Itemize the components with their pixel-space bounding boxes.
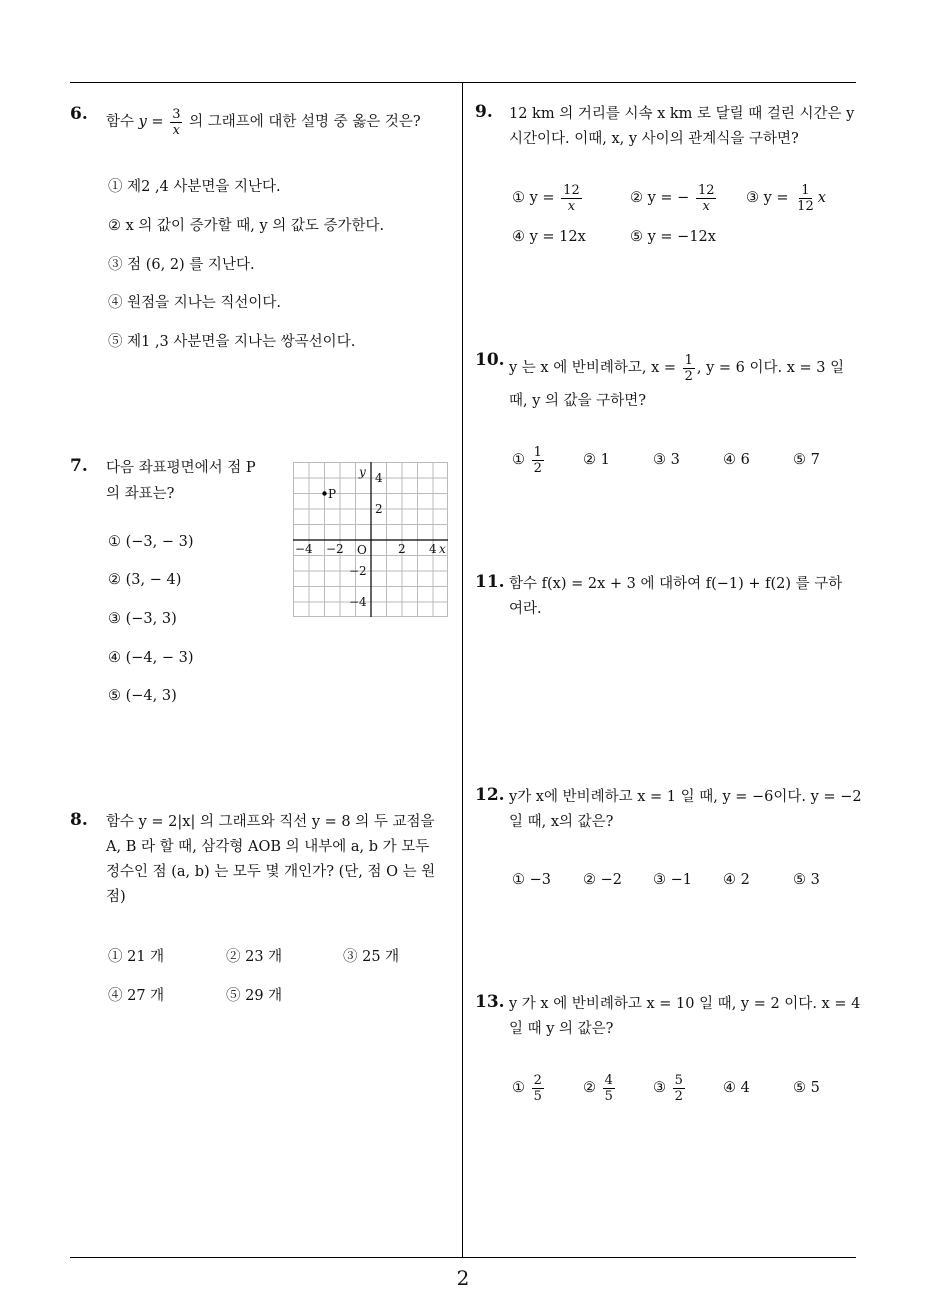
question-number: 13.	[475, 992, 505, 1012]
y-tick-label: −2	[349, 564, 367, 578]
y-tick-label: 2	[375, 502, 383, 516]
option-3[interactable]: ③ −1	[653, 872, 692, 888]
question-stem-line: 점)	[106, 889, 126, 905]
option-3[interactable]: ③ 점 (6, 2) 를 지난다.	[108, 257, 255, 273]
option-4[interactable]: ④ (−4, − 3)	[108, 650, 194, 666]
option-1[interactable]: ① 21 개	[108, 949, 165, 965]
question-number: 9.	[475, 102, 493, 122]
y-axis-label: y	[359, 465, 366, 479]
question-stem-line: 때, y 의 값을 구하면?	[509, 393, 647, 409]
option-5[interactable]: ⑤ 7	[793, 452, 820, 468]
option-2[interactable]: ② $\frac{4}{5}$	[583, 1072, 613, 1104]
option-3[interactable]: ③ y = $\frac{1}{12}$ x	[746, 182, 826, 214]
option-2[interactable]: ② 23 개	[226, 949, 283, 965]
y-tick-label: −4	[349, 595, 367, 609]
point-p	[322, 491, 326, 495]
option-3[interactable]: ③ $\frac{5}{2}$	[653, 1072, 683, 1104]
option-5[interactable]: ⑤ 제1 ,3 사분면을 지나는 쌍곡선이다.	[108, 334, 356, 350]
bottom-rule	[70, 1257, 856, 1258]
question-stem-line: 시간이다. 이때, x, y 사이의 관계식을 구하면?	[509, 131, 799, 147]
option-4[interactable]: ④ 2	[723, 872, 750, 888]
option-4[interactable]: ④ 원점을 지나는 직선이다.	[108, 295, 282, 311]
option-2[interactable]: ② x 의 값이 증가할 때, y 의 값도 증가한다.	[108, 218, 385, 234]
question-stem-line: y가 x에 반비례하고 x = 1 일 때, y = −6이다. y = −2	[509, 789, 862, 805]
option-1[interactable]: ① $\frac{2}{5}$	[512, 1072, 542, 1104]
option-5[interactable]: ⑤ 3	[793, 872, 820, 888]
question-stem-line: 정수인 점 (a, b) 는 모두 몇 개인가? (단, 점 O 는 원	[106, 864, 436, 880]
question-number: 6.	[70, 104, 88, 124]
x-tick-label: 4	[429, 542, 437, 556]
option-2[interactable]: ② (3, − 4)	[108, 572, 182, 588]
option-5[interactable]: ⑤ y = −12x	[630, 229, 716, 245]
question-number: 7.	[70, 456, 88, 476]
question-stem-line: 의 좌표는?	[106, 486, 175, 502]
question-stem-line: 다음 좌표평면에서 점 P	[106, 460, 256, 476]
point-p-label: P	[328, 487, 337, 501]
column-divider	[462, 82, 463, 1257]
option-3[interactable]: ③ (−3, 3)	[108, 611, 177, 627]
question-stem-line: y 는 x 에 반비례하고, x = $\frac{1}{2}$ , y = 6 이다. x = 3 일	[509, 352, 845, 384]
option-1[interactable]: ① (−3, − 3)	[108, 534, 194, 550]
question-stem-line: 일 때 y 의 값은?	[509, 1021, 614, 1037]
option-1[interactable]: ① −3	[512, 872, 551, 888]
x-tick-label: 2	[398, 542, 406, 556]
option-3[interactable]: ③ 25 개	[343, 949, 400, 965]
option-2[interactable]: ② −2	[583, 872, 622, 888]
option-1[interactable]: ① $\frac{1}{2}$	[512, 444, 542, 476]
page-number: 2	[456, 1266, 470, 1290]
top-rule	[70, 82, 856, 83]
option-4[interactable]: ④ 4	[723, 1080, 750, 1096]
option-5[interactable]: ⑤ (−4, 3)	[108, 688, 177, 704]
option-4[interactable]: ④ y = 12x	[512, 229, 586, 245]
option-1[interactable]: ① y = $\frac{12}{x}$	[512, 182, 580, 214]
question-stem-line: 여라.	[509, 601, 542, 617]
question-stem-line: A, B 라 할 때, 삼각형 AOB 의 내부에 a, b 가 모두	[106, 839, 430, 855]
option-2[interactable]: ② y = − $\frac{12}{x}$	[630, 182, 715, 214]
option-4[interactable]: ④ 27 개	[108, 988, 165, 1004]
question-stem-line: 함수 y = 2|x| 의 그래프와 직선 y = 8 의 두 교점을	[106, 814, 435, 830]
question-stem: 함수 y = $\frac{3}{x}$ 의 그래프에 대한 설명 중 옳은 것은?	[106, 106, 421, 138]
x-tick-label: −2	[326, 542, 344, 556]
option-4[interactable]: ④ 6	[723, 452, 750, 468]
question-stem-line: 12 km 의 거리를 시속 x km 로 달릴 때 걸린 시간은 y	[509, 106, 855, 122]
option-5[interactable]: ⑤ 29 개	[226, 988, 283, 1004]
question-number: 12.	[475, 785, 505, 805]
question-number: 11.	[475, 572, 505, 592]
y-tick-label: 4	[375, 471, 383, 485]
question-number: 10.	[475, 350, 505, 370]
question-stem-line: y 가 x 에 반비례하고 x = 10 일 때, y = 2 이다. x = 4	[509, 996, 861, 1012]
option-3[interactable]: ③ 3	[653, 452, 680, 468]
question-stem-line: 함수 f(x) = 2x + 3 에 대하여 f(−1) + f(2) 를 구하	[509, 576, 843, 592]
option-1[interactable]: ① 제2 ,4 사분면을 지난다.	[108, 179, 281, 195]
x-tick-label: −4	[295, 542, 313, 556]
option-2[interactable]: ② 1	[583, 452, 610, 468]
question-stem-line: 일 때, x의 값은?	[509, 814, 614, 830]
coordinate-grid	[293, 462, 448, 617]
x-axis-label: x	[439, 542, 446, 556]
question-number: 8.	[70, 810, 88, 830]
fraction: $\frac{3}{x}$	[172, 106, 181, 138]
origin-label: O	[357, 543, 367, 557]
option-5[interactable]: ⑤ 5	[793, 1080, 820, 1096]
